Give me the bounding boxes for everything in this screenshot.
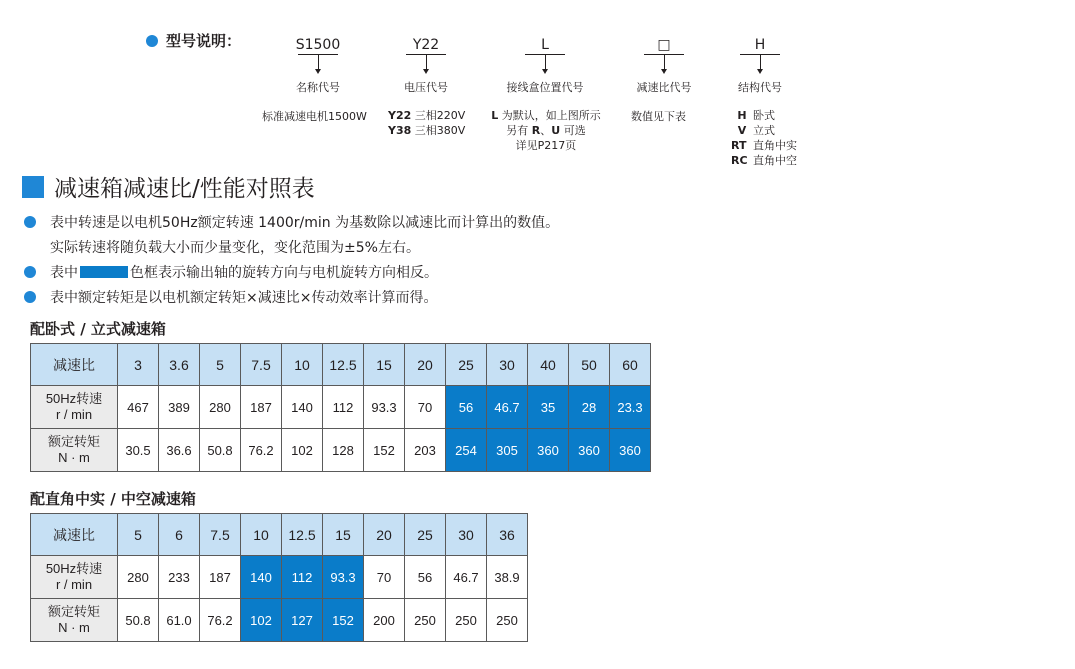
bullet-icon bbox=[146, 35, 158, 47]
model-col-ratio bbox=[624, 36, 704, 95]
table-row-torque bbox=[31, 429, 651, 472]
torque-cell: 36.6 bbox=[159, 429, 200, 472]
model-code: L bbox=[541, 37, 549, 53]
ratio-cell: 30 bbox=[446, 514, 487, 556]
model-col-terminal bbox=[500, 36, 590, 95]
model-col-name bbox=[278, 36, 358, 95]
speed-cell: 112 bbox=[323, 386, 364, 429]
speed-cell: 467 bbox=[118, 386, 159, 429]
speed-cell: 187 bbox=[241, 386, 282, 429]
model-caption: 结构代号 bbox=[738, 81, 782, 94]
note-1: 表中转速是以电机50Hz额定转速 1400r/min 为基数除以减速比而计算出的数值。 bbox=[24, 212, 559, 232]
table-row-torque bbox=[31, 599, 528, 642]
torque-cell: 102 bbox=[282, 429, 323, 472]
note-1b: 实际转速将随负载大小而少量变化，变化范围为±5%左右。 bbox=[50, 240, 420, 256]
model-caption: 名称代号 bbox=[296, 81, 340, 94]
torque-cell: 305 bbox=[487, 429, 528, 472]
color-swatch bbox=[80, 266, 128, 278]
torque-cell: 360 bbox=[610, 429, 651, 472]
model-code: S1500 bbox=[295, 37, 341, 53]
section-title-text: 减速箱减速比/性能对照表 bbox=[54, 176, 315, 202]
square-icon bbox=[22, 176, 44, 198]
ratio-cell: 12.5 bbox=[323, 344, 364, 386]
speed-cell: 70 bbox=[364, 556, 405, 599]
row-head-ratio: 减速比 bbox=[31, 344, 118, 386]
ratio-cell: 25 bbox=[405, 514, 446, 556]
torque-cell: 76.2 bbox=[241, 429, 282, 472]
speed-cell: 56 bbox=[446, 386, 487, 429]
torque-cell: 203 bbox=[405, 429, 446, 472]
table2-title: 配直角中实 / 中空减速箱 bbox=[30, 490, 196, 508]
model-col-voltage bbox=[386, 36, 466, 95]
torque-cell: 152 bbox=[323, 599, 364, 642]
ratio-cell: 5 bbox=[200, 344, 241, 386]
row-head-speed: 50Hz转速 r / min bbox=[31, 556, 118, 599]
torque-cell: 360 bbox=[569, 429, 610, 472]
torque-cell: 128 bbox=[323, 429, 364, 472]
ratio-cell: 15 bbox=[364, 344, 405, 386]
ratio-cell: 7.5 bbox=[241, 344, 282, 386]
speed-cell: 280 bbox=[200, 386, 241, 429]
speed-cell: 70 bbox=[405, 386, 446, 429]
note-2: 表中 色框表示输出轴的旋转方向与电机旋转方向相反。 bbox=[24, 262, 438, 282]
speed-cell: 38.9 bbox=[487, 556, 528, 599]
model-desc-structure: H 卧式 V 立式 RT 直角中实 RC 直角中空 bbox=[731, 109, 797, 167]
torque-cell: 50.8 bbox=[118, 599, 159, 642]
model-code: H bbox=[754, 37, 766, 53]
speed-cell: 187 bbox=[200, 556, 241, 599]
torque-cell: 50.8 bbox=[200, 429, 241, 472]
ratio-cell: 6 bbox=[159, 514, 200, 556]
table2 bbox=[30, 513, 528, 642]
torque-cell: 360 bbox=[528, 429, 569, 472]
ratio-cell: 5 bbox=[118, 514, 159, 556]
speed-cell: 112 bbox=[282, 556, 323, 599]
torque-cell: 254 bbox=[446, 429, 487, 472]
ratio-cell: 3 bbox=[118, 344, 159, 386]
ratio-cell: 10 bbox=[282, 344, 323, 386]
torque-cell: 102 bbox=[241, 599, 282, 642]
speed-cell: 93.3 bbox=[364, 386, 405, 429]
model-col-structure bbox=[720, 36, 800, 95]
ratio-cell: 40 bbox=[528, 344, 569, 386]
torque-cell: 250 bbox=[405, 599, 446, 642]
speed-cell: 140 bbox=[282, 386, 323, 429]
model-desc-voltage: Y22 三相220V Y38 三相380V bbox=[388, 109, 466, 137]
model-code: □ bbox=[657, 37, 671, 53]
table-row-speed bbox=[31, 556, 528, 599]
ratio-cell: 3.6 bbox=[159, 344, 200, 386]
arrow-down-icon bbox=[661, 69, 667, 74]
torque-cell: 30.5 bbox=[118, 429, 159, 472]
model-caption: 减速比代号 bbox=[636, 81, 692, 94]
speed-cell: 23.3 bbox=[610, 386, 651, 429]
model-desc-terminal: L 为默认，如上图所示 另有 R、U 可选 详见P217页 bbox=[491, 109, 601, 152]
torque-cell: 61.0 bbox=[159, 599, 200, 642]
torque-cell: 152 bbox=[364, 429, 405, 472]
ratio-cell: 60 bbox=[610, 344, 651, 386]
note-3: 表中额定转矩是以电机额定转矩×减速比×传动效率计算而得。 bbox=[24, 287, 437, 307]
torque-cell: 250 bbox=[487, 599, 528, 642]
model-heading bbox=[146, 30, 241, 51]
model-desc-name: 标准减速电机1500W bbox=[262, 110, 367, 123]
torque-cell: 76.2 bbox=[200, 599, 241, 642]
table-row-speed bbox=[31, 386, 651, 429]
ratio-cell: 12.5 bbox=[282, 514, 323, 556]
arrow-down-icon bbox=[423, 69, 429, 74]
bullet-icon bbox=[24, 291, 36, 303]
speed-cell: 233 bbox=[159, 556, 200, 599]
ratio-cell: 50 bbox=[569, 344, 610, 386]
section-title bbox=[22, 170, 315, 203]
arrow-down-icon bbox=[757, 69, 763, 74]
torque-cell: 250 bbox=[446, 599, 487, 642]
ratio-cell: 7.5 bbox=[200, 514, 241, 556]
bullet-icon bbox=[24, 266, 36, 278]
header-row bbox=[31, 344, 651, 386]
row-head-torque: 额定转矩 N · m bbox=[31, 599, 118, 642]
model-code: Y22 bbox=[412, 37, 440, 53]
ratio-cell: 25 bbox=[446, 344, 487, 386]
ratio-cell: 20 bbox=[364, 514, 405, 556]
ratio-cell: 20 bbox=[405, 344, 446, 386]
ratio-cell: 36 bbox=[487, 514, 528, 556]
arrow-down-icon bbox=[315, 69, 321, 74]
model-caption: 电压代号 bbox=[404, 81, 448, 94]
row-head-speed: 50Hz转速 r / min bbox=[31, 386, 118, 429]
speed-cell: 56 bbox=[405, 556, 446, 599]
model-desc-ratio: 数值见下表 bbox=[631, 110, 686, 123]
model-caption: 接线盒位置代号 bbox=[506, 81, 584, 94]
table1 bbox=[30, 343, 651, 472]
ratio-cell: 15 bbox=[323, 514, 364, 556]
speed-cell: 35 bbox=[528, 386, 569, 429]
torque-cell: 200 bbox=[364, 599, 405, 642]
arrow-down-icon bbox=[542, 69, 548, 74]
model-heading-label: 型号说明： bbox=[166, 32, 242, 50]
bullet-icon bbox=[24, 216, 36, 228]
speed-cell: 280 bbox=[118, 556, 159, 599]
speed-cell: 46.7 bbox=[487, 386, 528, 429]
header-row bbox=[31, 514, 528, 556]
table1-title: 配卧式 / 立式减速箱 bbox=[30, 320, 166, 338]
row-head-ratio: 减速比 bbox=[31, 514, 118, 556]
speed-cell: 389 bbox=[159, 386, 200, 429]
torque-cell: 127 bbox=[282, 599, 323, 642]
ratio-cell: 10 bbox=[241, 514, 282, 556]
speed-cell: 46.7 bbox=[446, 556, 487, 599]
speed-cell: 140 bbox=[241, 556, 282, 599]
speed-cell: 93.3 bbox=[323, 556, 364, 599]
row-head-torque: 额定转矩 N · m bbox=[31, 429, 118, 472]
ratio-cell: 30 bbox=[487, 344, 528, 386]
speed-cell: 28 bbox=[569, 386, 610, 429]
